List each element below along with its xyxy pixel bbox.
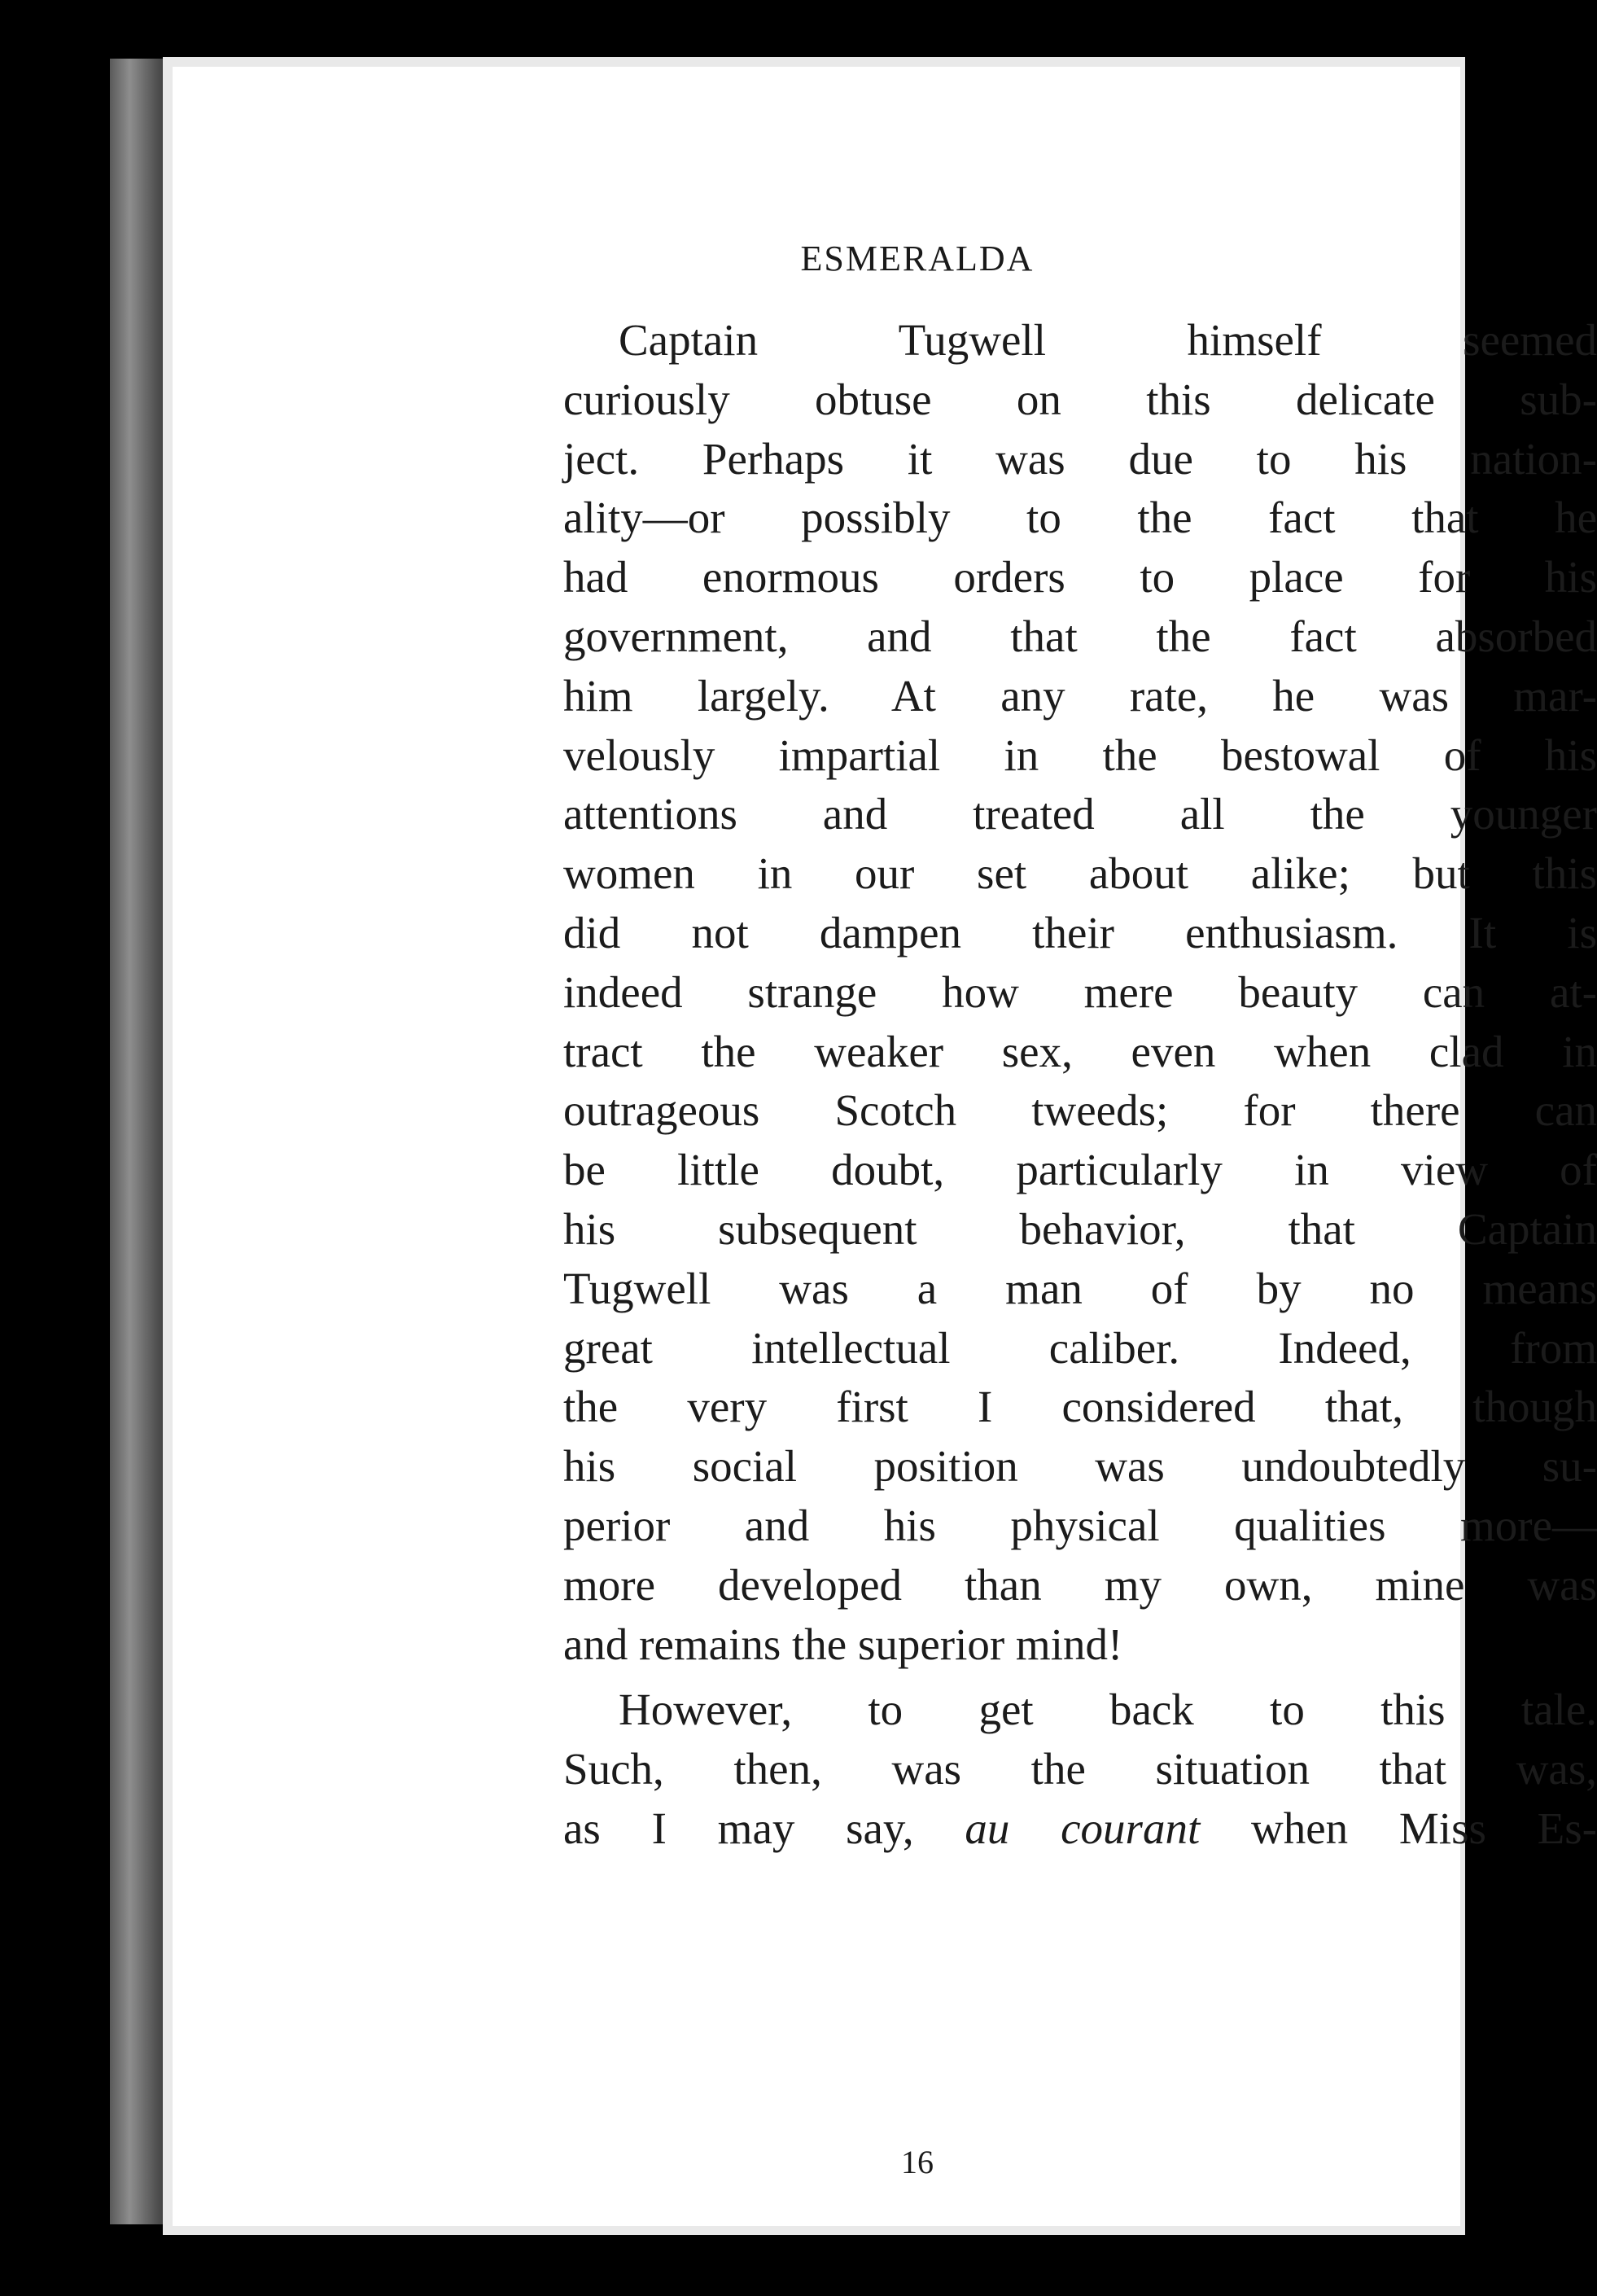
text-run: when Miss Es- — [1200, 1803, 1597, 1853]
text-line: had enormous orders to place for his — [563, 552, 1597, 602]
page-number: 16 — [901, 2144, 934, 2180]
text-line: government, and that the fact absorbed — [563, 611, 1597, 661]
text-line: did not dampen their enthusiasm. It is — [563, 907, 1597, 957]
paragraph-2 — [563, 1680, 1597, 1858]
text-line: him largely. At any rate, he was mar- — [563, 670, 1597, 721]
text-line: However, to get back to this tale. — [619, 1685, 1597, 1735]
text-line: ality—or possibly to the fact that he — [563, 493, 1597, 543]
text-line: be little doubt, particularly in view of — [563, 1145, 1597, 1195]
text-line: indeed strange how mere beauty can at- — [563, 966, 1597, 1017]
text-line: and remains the superior mind! — [563, 1619, 1123, 1669]
body-text — [563, 311, 1597, 1859]
italic-phrase: au courant — [965, 1803, 1201, 1853]
text-line: ject. Perhaps it was due to his nation- — [563, 433, 1597, 484]
text-line: Such, then, was the situation that was, — [563, 1744, 1597, 1794]
text-line: outrageous Scotch tweeds; for there can — [563, 1085, 1597, 1136]
text-line: tract the weaker sex, even when clad in — [563, 1026, 1597, 1076]
book-spine — [110, 59, 167, 2224]
text-line: velously impartial in the bestowal of his — [563, 730, 1597, 780]
running-head: ESMERALDA — [800, 239, 1035, 278]
text-line: attentions and treated all the younger — [563, 789, 1597, 839]
text-line: his subsequent behavior, that Captain — [563, 1203, 1597, 1254]
text-line: Captain Tugwell himself seemed — [619, 315, 1597, 365]
text-line: great intellectual caliber. Indeed, from — [563, 1322, 1597, 1373]
text-line: women in our set about alike; but this — [563, 848, 1597, 899]
book-page — [173, 67, 1597, 2226]
text-line: his social position was undoubtedly su- — [563, 1441, 1597, 1492]
text-line: the very first I considered that, though — [563, 1382, 1597, 1432]
text-line: more developed than my own, mine was — [563, 1559, 1597, 1610]
text-line: curiously obtuse on this delicate sub- — [563, 374, 1597, 424]
text-run: as I may say, — [563, 1803, 965, 1853]
text-line: perior and his physical qualities more— — [563, 1500, 1597, 1550]
text-line: Tugwell was a man of by no means — [563, 1263, 1597, 1313]
text-line-final — [563, 1799, 1597, 1859]
paragraph-1 — [563, 311, 1597, 1674]
